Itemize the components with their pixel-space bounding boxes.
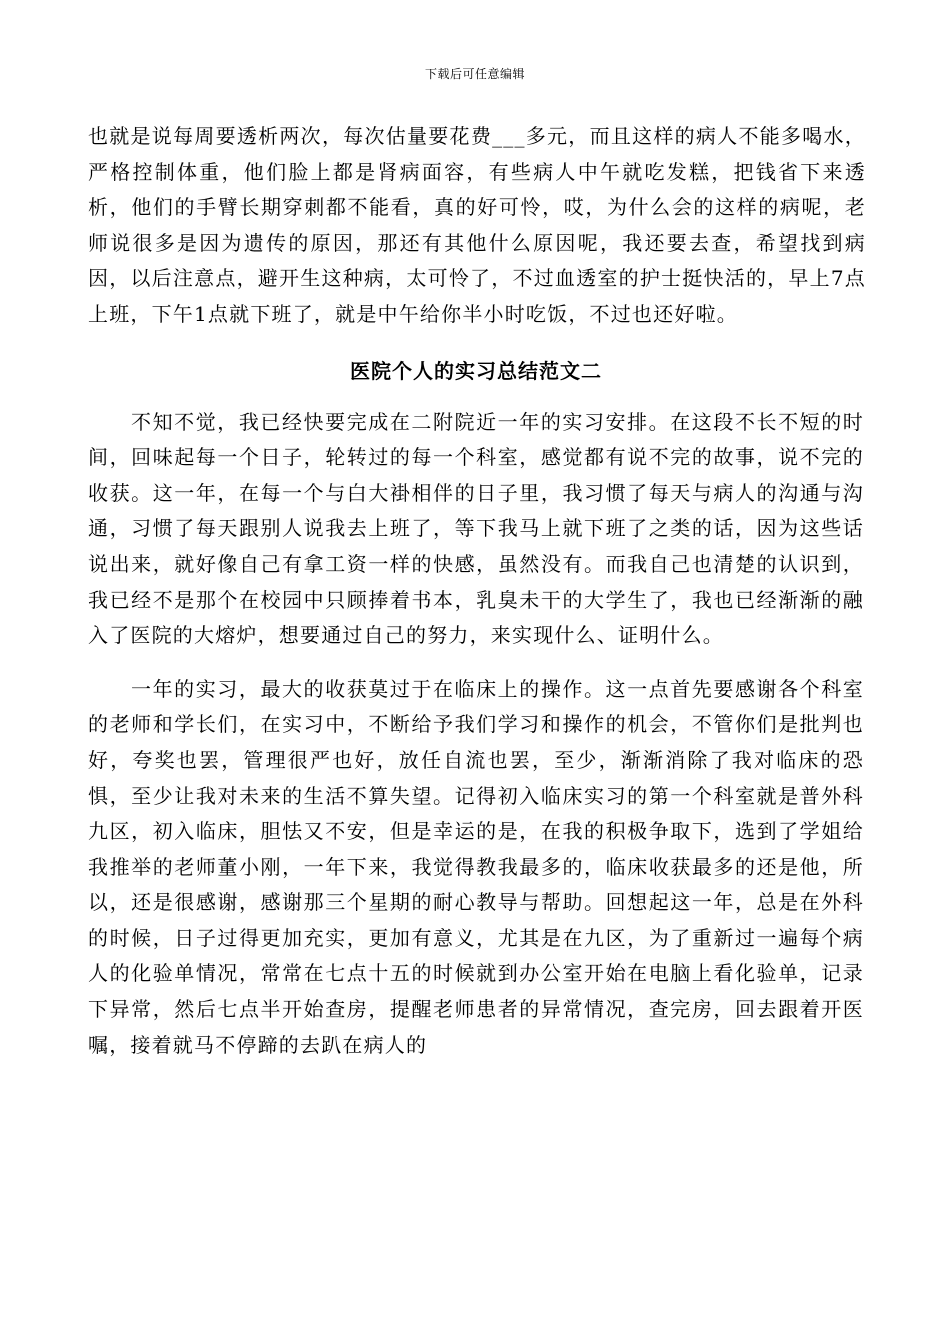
paragraph-dialysis: 也就是说每周要透析两次，每次估量要花费___多元，而且这样的病人不能多喝水，严格控制体重，他们脸上都是肾病面容，有些病人中午就吃发糕，把钱省下来透析，他们的手臂长期穿刺都不能看，真的好可怜，哎，为什么会的这样的病呢，老师说很多是因为遗传的原因，那还有其他什么原因呢，我还要去查，希望找到病因，以后注意点，避开生这种病，太可怜了，不过血透室的护士挺快活的，早上7点上班，下午1点就下班了，就是中午给你半小时吃饭，不过也还好啦。 [88,124,866,326]
page-header-note: 下载后可任意编辑 [424,67,525,81]
section-title: 医院个人的实习总结范文二 [350,358,602,383]
document-body [88,119,864,1063]
paragraph-gap [88,654,864,672]
paragraph-clinical-practice: 一年的实习，最大的收获莫过于在临床上的操作。这一点首先要感谢各个科室的老师和学长们，在实习中，不断给予我们学习和操作的机会，不管你们是批判也好，夸奖也罢，管理很严也好，放任自流也罢，至少，渐渐消除了我对临床的恐惧，至少让我对未来的生活不算失望。记得初入临床实习的第一个科室就是普外科九区，初入临床，胆怯又不安，但是幸运的是，在我的积极争取下，选到了学姐给我推举的老师董小刚，一年下来，我觉得教我最多的，临床收获最多的还是他，所以，还是很感谢，感谢那三个星期的耐心教导与帮助。回想起这一年，总是在外科的时候，日子过得更加充实，更加有意义，尤其是在九区，为了重新过一遍每个病人的化验单情况，常常在七点十五的时候就到办公室开始在电脑上看化验单，记录下异常，然后七点半开始查房，提醒老师患者的异常情况，查完房，回去跟着开医嘱，接着就马不停蹄的去趴在病人的 [88,676,864,1057]
paragraph-internship-intro: 不知不觉，我已经快要完成在二附院近一年的实习安排。在这段不长不短的时间，回味起每一个日子，轮转过的每一个科室，感觉都有说不完的故事，说不完的收获。这一年，在每一个与白大褂相伴的日子里，我习惯了每天与病人的沟通与沟通，习惯了每天跟别人说我去上班了，等下我马上就下班了之类的话，因为这些话说出来，就好像自己有拿工资一样的快感，虽然没有。而我自己也清楚的认识到，我已经不是那个在校园中只顾捧着书本，乳臭未干的大学生了，我也已经渐渐的融入了医院的大熔炉，想要通过自己的努力，来实现什么、证明什么。 [88,409,864,648]
